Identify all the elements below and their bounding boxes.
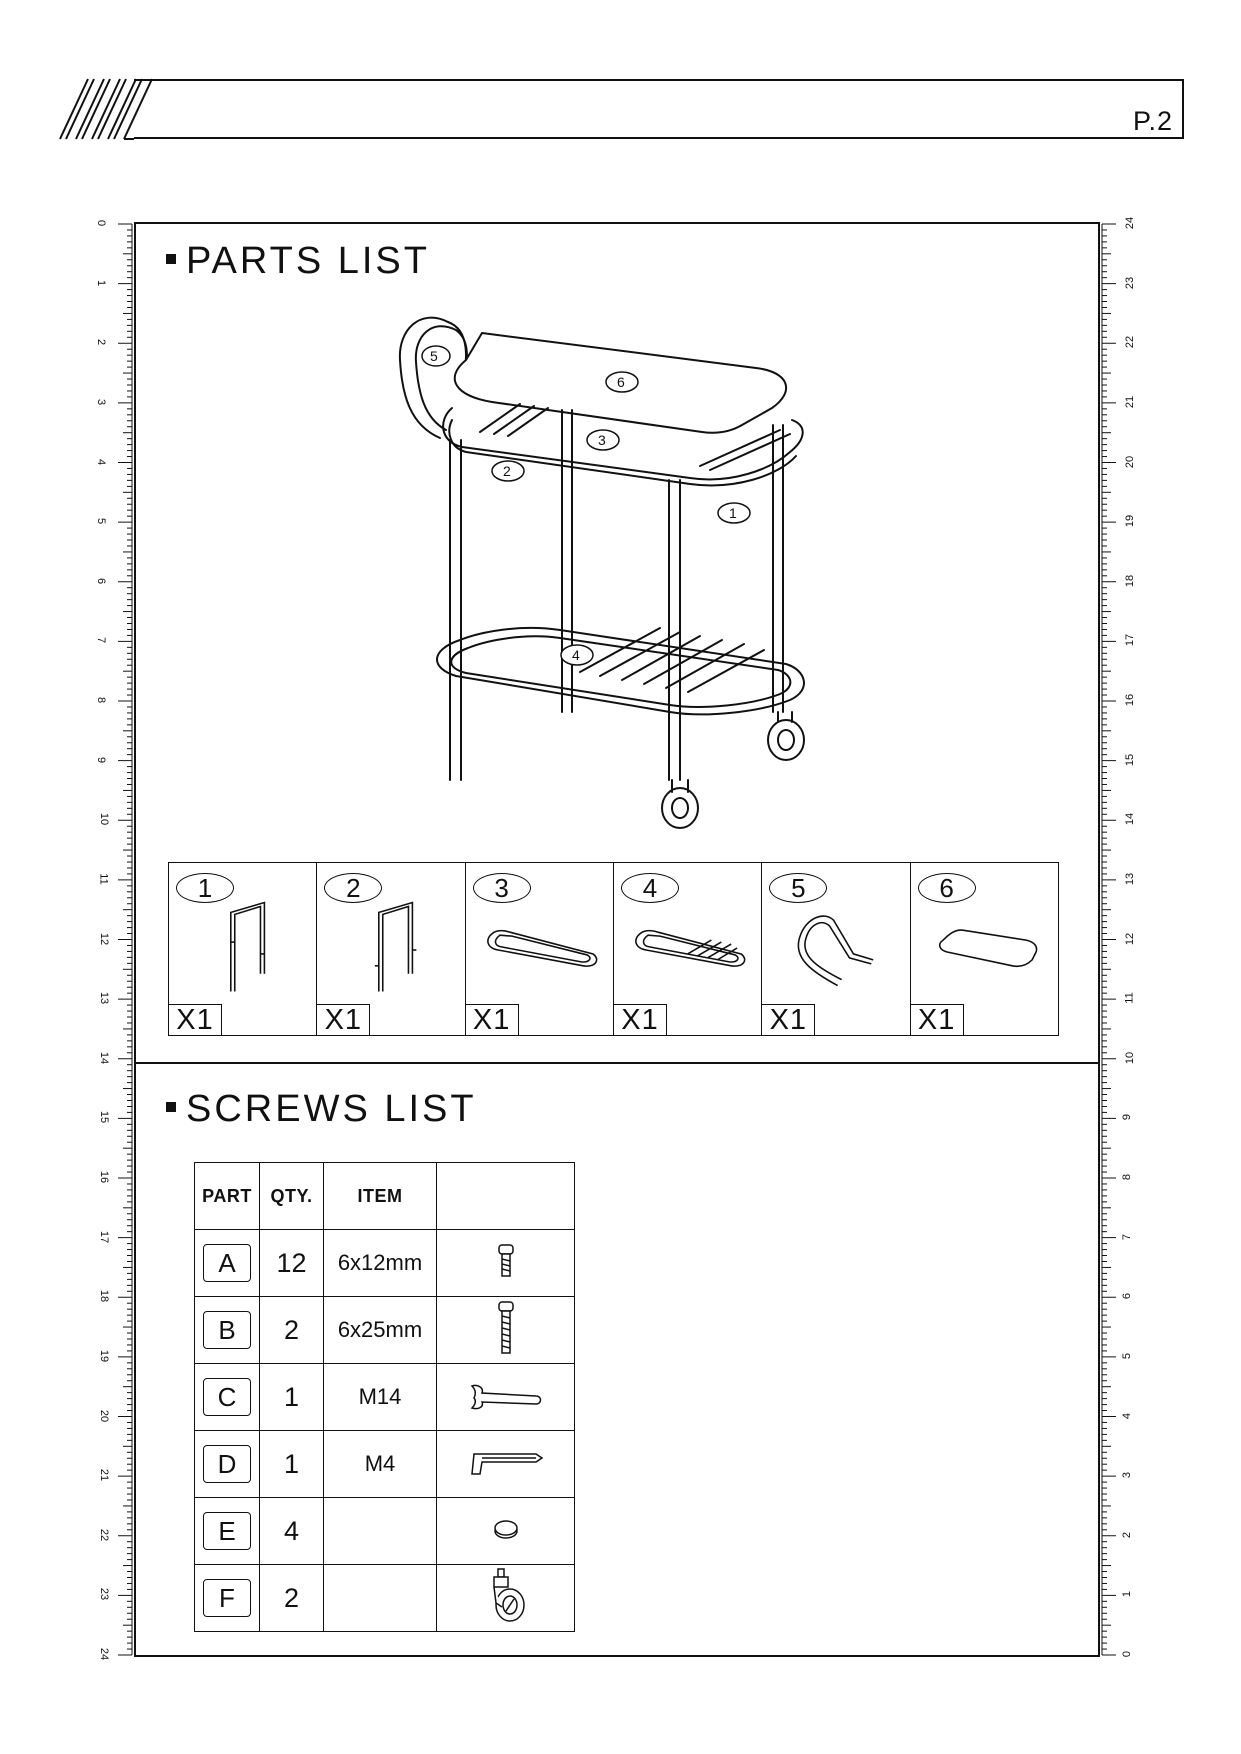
ruler-label: 20 [1124,455,1137,468]
header-item: ITEM [324,1163,437,1230]
part-qty-label: X1 [910,1004,964,1036]
header-icon [437,1163,575,1230]
parts-strip [168,862,1059,1036]
table-row [195,1230,575,1297]
item-cell [324,1498,437,1565]
table-header-row [195,1163,575,1230]
part-letter: B [203,1311,251,1349]
ruler-label: 5 [1121,1352,1134,1359]
qty-cell: 4 [260,1498,324,1565]
part-letter: E [203,1512,251,1550]
ruler-label: 22 [98,1528,111,1541]
part-cell-5 [762,863,910,1035]
callout-1: 1 [729,505,737,521]
ruler-label: 6 [95,577,108,584]
table-row [195,1364,575,1431]
part-letter: A [203,1244,251,1282]
part-cell-2 [317,863,465,1035]
icon-cell [437,1364,575,1431]
icon-cell [437,1498,575,1565]
qty-cell: 1 [260,1364,324,1431]
qty-cell: 12 [260,1230,324,1297]
callout-4: 4 [572,647,580,663]
page-number: P.2 [1132,106,1173,136]
item-cell: 6x25mm [324,1297,437,1364]
ruler-label: 24 [1124,216,1137,230]
long-bolt-icon [491,1300,521,1356]
ruler-label: 21 [98,1469,111,1482]
ruler-label: 7 [1121,1233,1134,1240]
callout-5: 5 [430,348,438,364]
ruler-label: 7 [95,637,108,644]
ruler-label: 12 [1124,932,1137,945]
qty-cell: 2 [260,1565,324,1632]
ruler-label: 15 [1124,753,1137,766]
part-letter: D [203,1445,251,1483]
part-qty-label: X1 [316,1004,370,1036]
part-number-badge: 1 [176,873,234,903]
parts-list-title: PARTS LIST [166,240,430,283]
callout-2: 2 [503,463,511,479]
part-number-badge: 3 [473,873,531,903]
part-number-badge: 2 [324,873,382,903]
part-qty-label: X1 [761,1004,815,1036]
screws-list-title: SCREWS LIST [166,1088,477,1131]
screws-table [194,1162,575,1632]
callout-6: 6 [617,374,625,390]
ruler-label: 22 [1124,336,1137,349]
short-bolt-icon [491,1241,521,1281]
icon-cell [437,1230,575,1297]
ruler-label: 10 [98,813,111,826]
ruler-label: 13 [1124,872,1137,885]
ruler-label: 14 [1124,813,1137,826]
part-number-badge: 5 [769,873,827,903]
ruler-label: 0 [95,219,108,227]
ruler-label: 14 [98,1051,111,1064]
ruler-label: 0 [1121,1650,1134,1658]
ruler-label: 16 [1124,693,1137,707]
ruler-label: 8 [1121,1173,1134,1181]
ruler-label: 17 [1124,634,1137,647]
allen-key-icon [466,1444,546,1480]
ruler-label: 21 [1124,395,1137,408]
wrench-icon [466,1380,546,1410]
ruler-label: 18 [1124,574,1137,587]
ruler-label: 1 [95,279,108,286]
part-letter: F [203,1579,251,1617]
ruler-label: 24 [98,1647,111,1661]
item-cell: M14 [324,1364,437,1431]
part-qty-label: X1 [168,1004,222,1036]
ruler-label: 13 [98,992,111,1005]
ruler-label: 5 [95,518,108,525]
table-row [195,1498,575,1565]
item-cell: M4 [324,1431,437,1498]
part-qty-label: X1 [613,1004,667,1036]
header-qty: QTY. [260,1163,324,1230]
ruler-label: 6 [1121,1293,1134,1300]
icon-cell [437,1297,575,1364]
item-cell [324,1565,437,1632]
part-cell-1 [169,863,317,1035]
ruler-label: 16 [98,1170,111,1184]
part-cell-4 [614,863,762,1035]
part-number-badge: 6 [918,873,976,903]
ruler-label: 3 [1121,1472,1134,1479]
icon-cell [437,1565,575,1632]
part-letter: C [203,1378,251,1416]
part-cell-6 [911,863,1058,1035]
qty-cell: 1 [260,1431,324,1498]
table-row [195,1565,575,1632]
ruler-label: 18 [98,1290,111,1303]
ruler-label: 11 [1123,992,1136,1004]
ruler-label: 8 [95,696,108,704]
header-part: PART [195,1163,260,1230]
table-row [195,1297,575,1364]
ruler-label: 2 [95,339,108,346]
part-cell-3 [466,863,614,1035]
ruler-label: 10 [1124,1051,1137,1064]
ruler-label: 15 [98,1111,111,1124]
qty-cell: 2 [260,1297,324,1364]
ruler-label: 20 [98,1409,111,1422]
callout-3: 3 [598,432,606,448]
table-row [195,1431,575,1498]
ruler-label: 9 [95,756,108,763]
ruler-label: 19 [1124,515,1137,528]
ruler-label: 9 [1121,1114,1134,1121]
item-cell: 6x12mm [324,1230,437,1297]
ruler-label: 17 [98,1230,111,1243]
ruler-label: 11 [97,873,110,885]
end-cap-icon [491,1517,521,1541]
ruler-label: 1 [1121,1591,1134,1598]
ruler-label: 12 [98,932,111,945]
ruler-label: 3 [95,398,108,405]
ruler-label: 23 [1124,276,1137,289]
ruler-label: 2 [1121,1531,1134,1538]
ruler-label: 23 [98,1588,111,1601]
caster-wheel-icon [484,1567,528,1625]
part-number-badge: 4 [621,873,679,903]
ruler-label: 4 [1121,1412,1134,1419]
ruler-label: 4 [95,458,108,465]
part-qty-label: X1 [465,1004,519,1036]
ruler-label: 19 [98,1349,111,1362]
icon-cell [437,1431,575,1498]
